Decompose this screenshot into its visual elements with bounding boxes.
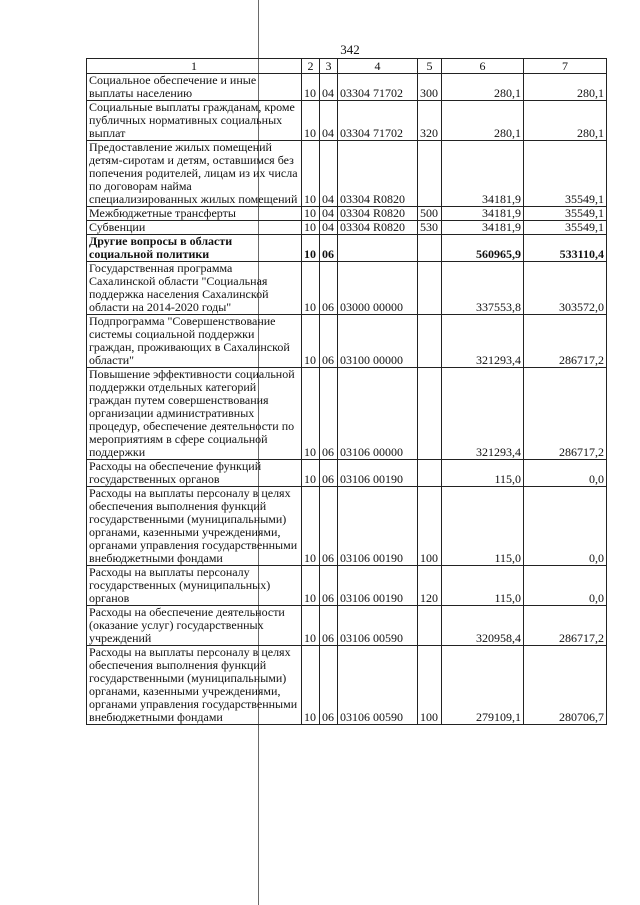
target-article-cell: 03106 00590 [338, 646, 418, 725]
subsection-code-cell: 06 [320, 460, 338, 487]
subsection-code-cell: 06 [320, 315, 338, 368]
header-row [87, 59, 607, 74]
section-code-cell: 10 [302, 235, 320, 262]
amount-2020-cell: 280,1 [524, 74, 607, 101]
subsection-code-cell: 06 [320, 566, 338, 606]
amount-2019-cell: 34181,9 [442, 207, 524, 221]
section-code-cell: 10 [302, 606, 320, 646]
target-article-cell: 03000 00000 [338, 262, 418, 315]
subsection-code-cell: 04 [320, 221, 338, 235]
section-code-cell: 10 [302, 207, 320, 221]
row-name-cell: Субвенции [87, 221, 302, 235]
amount-2019-cell: 560965,9 [442, 235, 524, 262]
amount-2020-cell: 0,0 [524, 566, 607, 606]
expense-type-cell [418, 606, 442, 646]
subsection-code-cell: 04 [320, 141, 338, 207]
section-code-cell: 10 [302, 566, 320, 606]
amount-2019-cell: 34181,9 [442, 141, 524, 207]
expense-type-cell [418, 460, 442, 487]
table-row [87, 566, 607, 606]
column-header: 4 [338, 59, 418, 74]
section-code-cell: 10 [302, 368, 320, 460]
section-code-cell: 10 [302, 221, 320, 235]
target-article-cell: 03304 R0820 [338, 141, 418, 207]
amount-2019-cell: 115,0 [442, 487, 524, 566]
section-code-cell: 10 [302, 101, 320, 141]
table-row [87, 221, 607, 235]
column-header: 7 [524, 59, 607, 74]
target-article-cell: 03304 R0820 [338, 207, 418, 221]
target-article-cell: 03304 71702 [338, 74, 418, 101]
section-code-cell: 10 [302, 646, 320, 725]
row-name-cell: Расходы на выплаты персоналу в целях обеспечения выполнения функций государственными (муниципальными) органами, казенными учреждениями, органами управления государственными внебюджетными фондами [87, 487, 302, 566]
section-code-cell: 10 [302, 487, 320, 566]
amount-2019-cell: 115,0 [442, 460, 524, 487]
expense-type-cell [418, 368, 442, 460]
expense-type-cell: 320 [418, 101, 442, 141]
column-header: 2 [302, 59, 320, 74]
row-name-cell: Повышение эффективности социальной поддержки отдельных категорий граждан путем совершенствования организации административных процедур, обеспечение деятельности по мероприятиям в сфере социальной поддержки [87, 368, 302, 460]
subsection-code-cell: 06 [320, 487, 338, 566]
amount-2019-cell: 280,1 [442, 101, 524, 141]
amount-2020-cell: 286717,2 [524, 606, 607, 646]
amount-2019-cell: 321293,4 [442, 315, 524, 368]
row-name-cell: Межбюджетные трансферты [87, 207, 302, 221]
amount-2020-cell: 286717,2 [524, 368, 607, 460]
expense-type-cell: 100 [418, 646, 442, 725]
subsection-code-cell: 04 [320, 207, 338, 221]
amount-2019-cell: 115,0 [442, 566, 524, 606]
table-row [87, 262, 607, 315]
target-article-cell: 03304 71702 [338, 101, 418, 141]
row-name-cell: Государственная программа Сахалинской области "Социальная поддержка населения Сахалинской области на 2014-2020 годы" [87, 262, 302, 315]
row-name-cell: Социальное обеспечение и иные выплаты населению [87, 74, 302, 101]
page-number: 342 [340, 42, 360, 57]
row-name-cell: Другие вопросы в области социальной политики [87, 235, 302, 262]
amount-2020-cell: 35549,1 [524, 141, 607, 207]
row-name-cell: Предоставление жилых помещений детям-сиротам и детям, оставшимся без попечения родителей, лицам из их числа по договорам найма специализированных жилых помещений [87, 141, 302, 207]
expense-type-cell [418, 262, 442, 315]
row-name-cell: Социальные выплаты гражданам, кроме публичных нормативных социальных выплат [87, 101, 302, 141]
subsection-code-cell: 06 [320, 606, 338, 646]
table-row [87, 315, 607, 368]
section-code-cell: 10 [302, 74, 320, 101]
amount-2020-cell: 280,1 [524, 101, 607, 141]
amount-2020-cell: 286717,2 [524, 315, 607, 368]
table-row [87, 235, 607, 262]
row-name-cell: Расходы на обеспечение функций государственных органов [87, 460, 302, 487]
table-row [87, 460, 607, 487]
table-row [87, 368, 607, 460]
subsection-code-cell: 06 [320, 235, 338, 262]
target-article-cell: 03106 00190 [338, 487, 418, 566]
target-article-cell [338, 235, 418, 262]
amount-2020-cell: 280706,7 [524, 646, 607, 725]
amount-2019-cell: 321293,4 [442, 368, 524, 460]
section-code-cell: 10 [302, 315, 320, 368]
table-row [87, 207, 607, 221]
row-name-cell: Подпрограмма "Совершенствование системы социальной поддержки граждан, проживающих в Сахалинской области" [87, 315, 302, 368]
amount-2019-cell: 280,1 [442, 74, 524, 101]
target-article-cell: 03100 00000 [338, 315, 418, 368]
amount-2020-cell: 0,0 [524, 487, 607, 566]
column-header: 1 [87, 59, 302, 74]
budget-table [86, 58, 607, 725]
amount-2020-cell: 35549,1 [524, 207, 607, 221]
target-article-cell: 03304 R0820 [338, 221, 418, 235]
table-row [87, 487, 607, 566]
target-article-cell: 03106 00190 [338, 460, 418, 487]
expense-type-cell: 530 [418, 221, 442, 235]
amount-2019-cell: 34181,9 [442, 221, 524, 235]
section-code-cell: 10 [302, 460, 320, 487]
section-code-cell: 10 [302, 262, 320, 315]
table-row [87, 646, 607, 725]
target-article-cell: 03106 00590 [338, 606, 418, 646]
expense-type-cell [418, 235, 442, 262]
amount-2019-cell: 337553,8 [442, 262, 524, 315]
subsection-code-cell: 04 [320, 74, 338, 101]
table-row [87, 606, 607, 646]
column-header: 6 [442, 59, 524, 74]
row-name-cell: Расходы на обеспечение деятельности (оказание услуг) государственных учреждений [87, 606, 302, 646]
row-name-cell: Расходы на выплаты персоналу в целях обеспечения выполнения функций государственными (муниципальными) органами, казенными учреждениями, органами управления государственными внебюджетными фондами [87, 646, 302, 725]
subsection-code-cell: 06 [320, 262, 338, 315]
section-code-cell: 10 [302, 141, 320, 207]
subsection-code-cell: 04 [320, 101, 338, 141]
expense-type-cell [418, 141, 442, 207]
table-row [87, 101, 607, 141]
amount-2019-cell: 279109,1 [442, 646, 524, 725]
amount-2019-cell: 320958,4 [442, 606, 524, 646]
amount-2020-cell: 35549,1 [524, 221, 607, 235]
subsection-code-cell: 06 [320, 368, 338, 460]
target-article-cell: 03106 00000 [338, 368, 418, 460]
expense-type-cell: 300 [418, 74, 442, 101]
amount-2020-cell: 0,0 [524, 460, 607, 487]
table-body [87, 74, 607, 725]
column-header: 3 [320, 59, 338, 74]
amount-2020-cell: 303572,0 [524, 262, 607, 315]
expense-type-cell [418, 315, 442, 368]
column-header: 5 [418, 59, 442, 74]
table-row [87, 141, 607, 207]
expense-type-cell: 100 [418, 487, 442, 566]
expense-type-cell: 120 [418, 566, 442, 606]
table-row [87, 74, 607, 101]
row-name-cell: Расходы на выплаты персоналу государственных (муниципальных) органов [87, 566, 302, 606]
subsection-code-cell: 06 [320, 646, 338, 725]
expense-type-cell: 500 [418, 207, 442, 221]
amount-2020-cell: 533110,4 [524, 235, 607, 262]
target-article-cell: 03106 00190 [338, 566, 418, 606]
